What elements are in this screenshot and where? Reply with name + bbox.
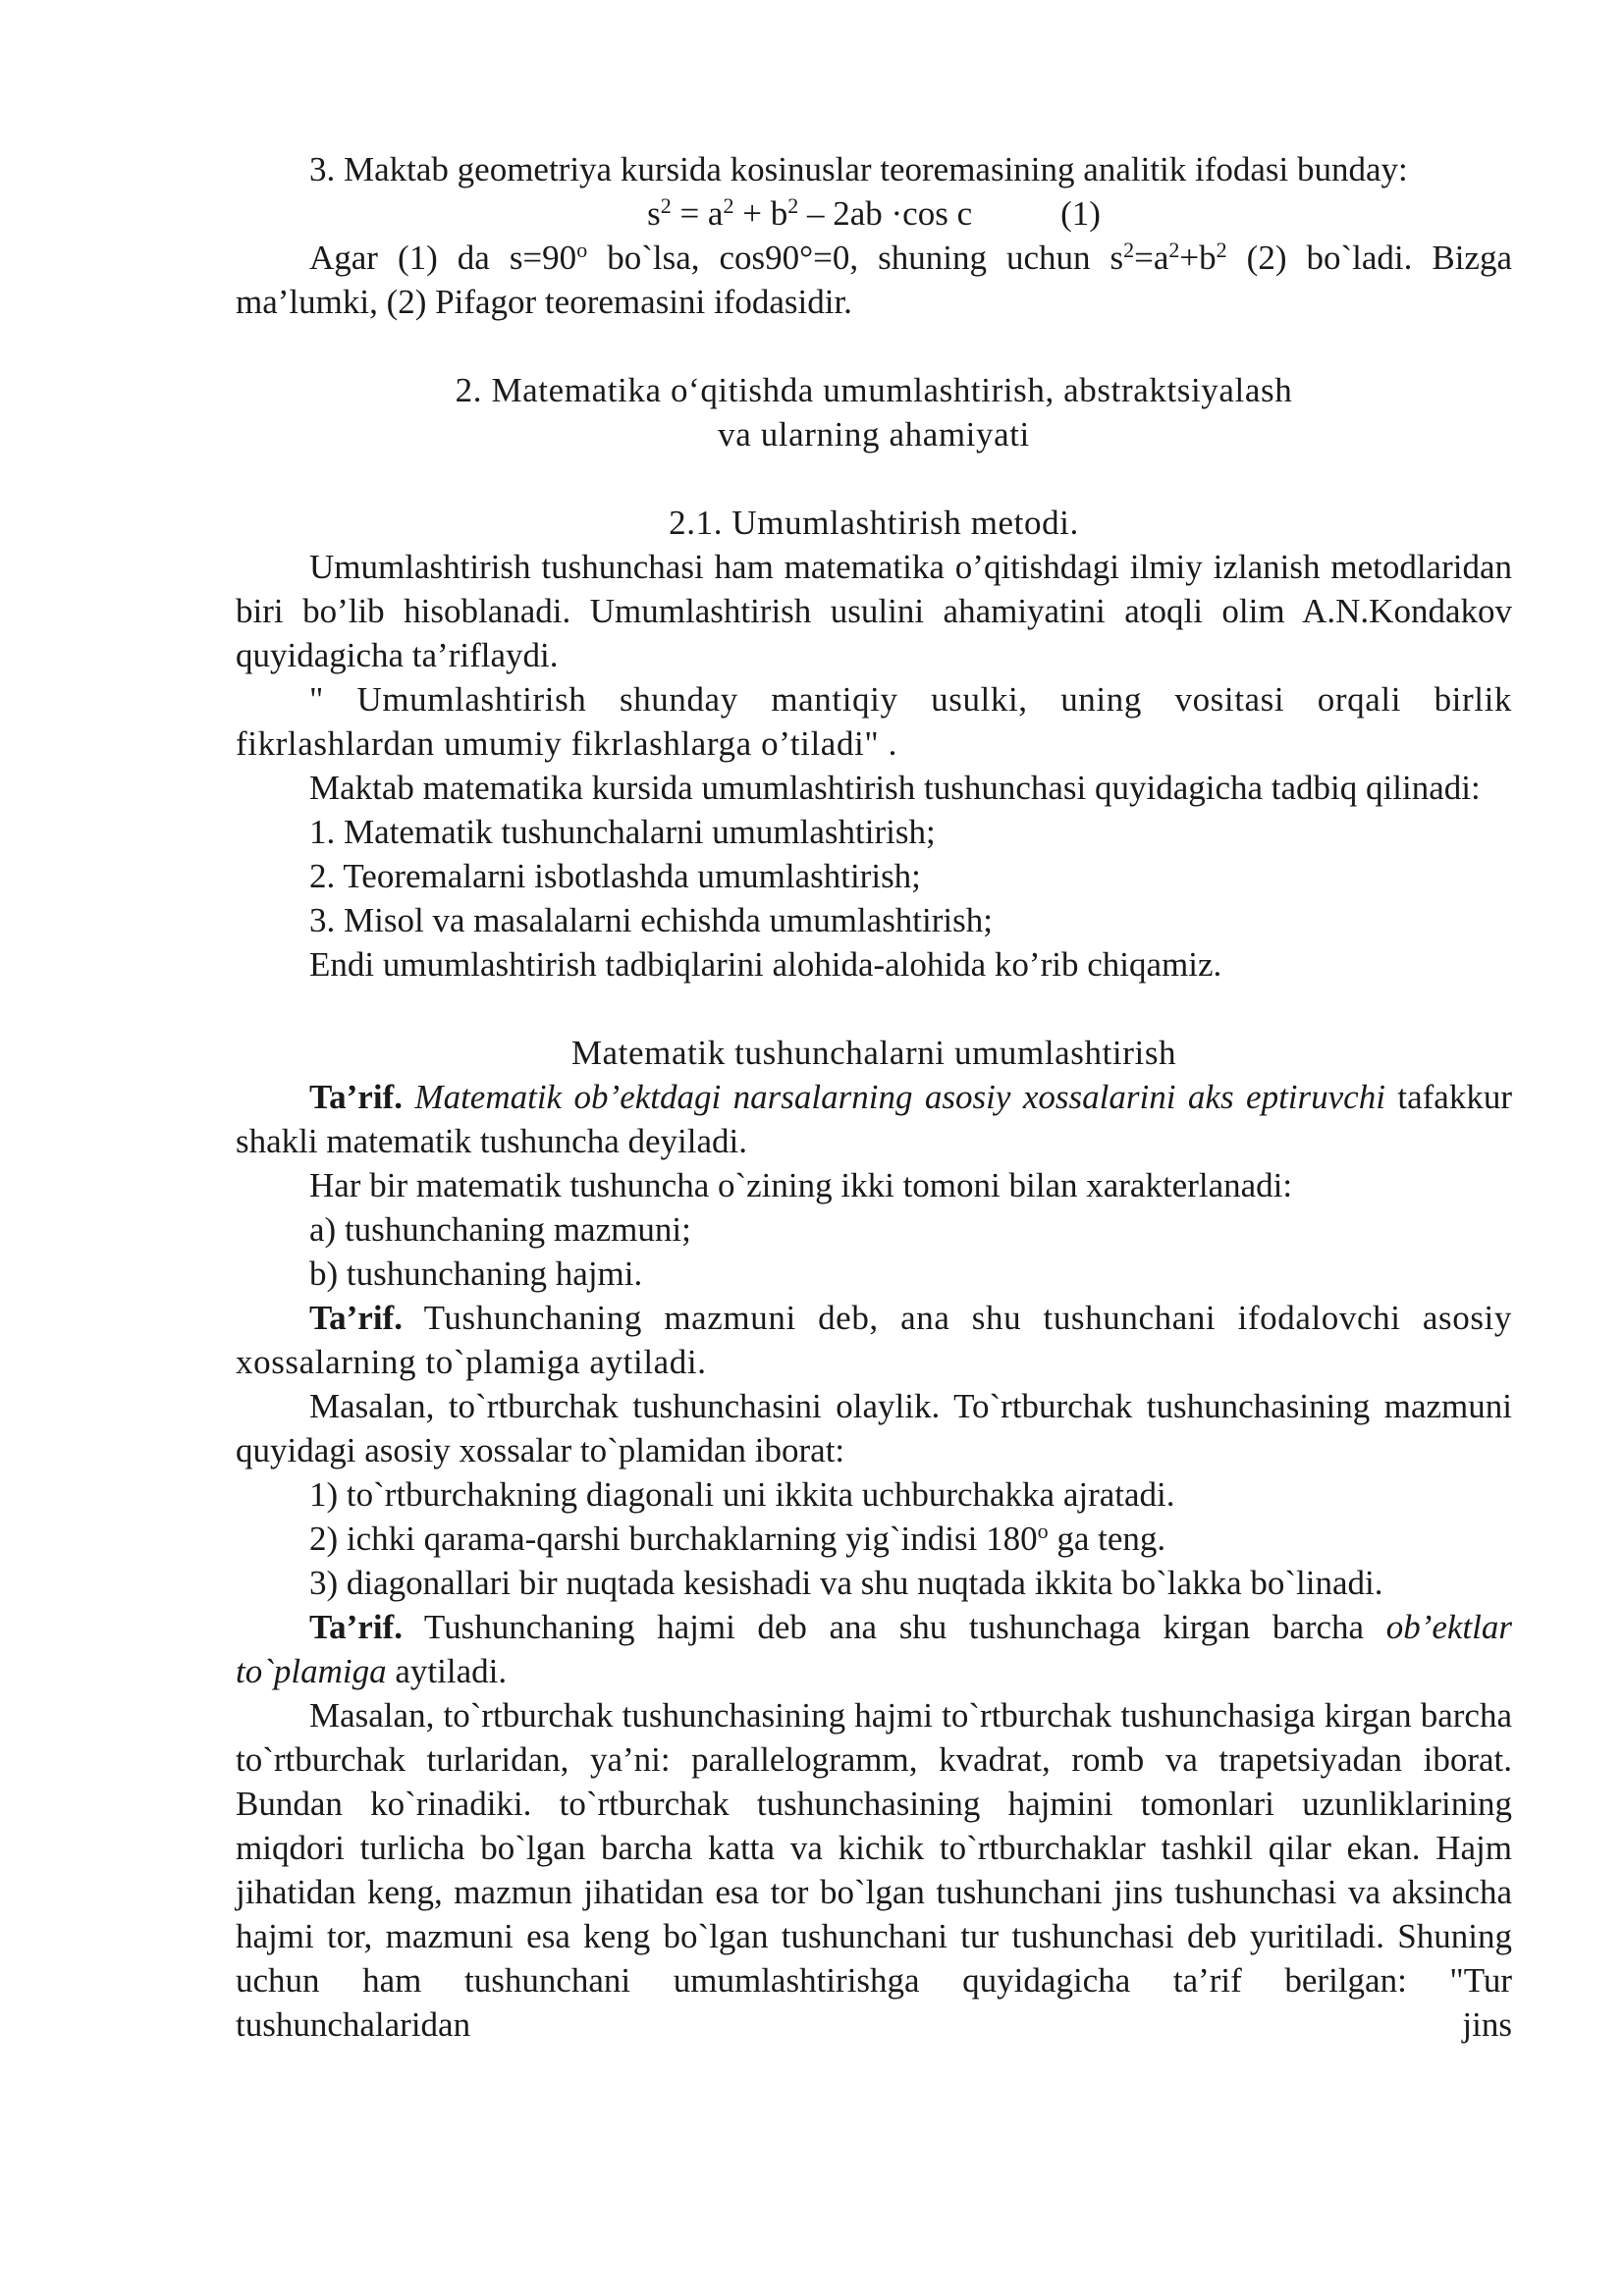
spacer [236,456,1512,501]
list-item: a) tushunchaning mazmuni; [309,1210,691,1249]
list-item: 3) diagonallari bir nuqtada kesishadi va shu nuqtada ikkita bo`lakka bo`linadi. [309,1564,1383,1602]
chapter-heading-line2: va ularning ahamiyati [718,415,1030,454]
intro-paragraph: 3. Maktab geometriya kursida kosinuslar teoremasining analitik ifodasi bunday: [309,150,1408,188]
closing-sentence: Endi umumlashtirish tadbiqlarini alohida-alohida ko’rib chiqamiz. [309,945,1222,984]
cosine-formula: $s^2 = a^2 + b^2 - 2ab \cdot\cos$ c (1) [236,191,1512,236]
spacer [236,987,1512,1031]
definition-content: Ta’rif. Tushunchaning mazmuni deb, ana shu tushunchani ifodalovchi asosiy xossalarning to`plamiga aytiladi. [236,1299,1512,1381]
spacer [236,324,1512,368]
list-item: 1) to`rtburchakning diagonali uni ikkita uchburchakka ajratadi. [309,1475,1175,1514]
kondakov-quote: " Umumlashtirish shunday mantiqiy usulki, uning vositasi orqali birlik fikrlashlardan umumiy fikrlashlarga o’tiladi" . [236,680,1512,763]
list-item: 1. Matematik tushunchalarni umumlashtirish; [309,813,936,851]
concepts-title: Matematik tushunchalarni umumlashtirish [570,1034,1177,1072]
definition-volume: Ta’rif. Tushunchaning hajmi deb ana shu tushunchaga kirgan barcha ob’ektlar to`plamiga aytiladi. [236,1608,1512,1690]
application-paragraph: Maktab matematika kursida umumlashtirish tushunchasi quyidagicha tadbiq qilinadi: [309,769,1481,807]
formula-number: (1) [1060,194,1101,233]
volume-example: Masalan, to`rtburchak tushunchasining hajmi to`rtburchak tushunchasiga kirgan barcha to`rtburchak turlaridan, ya’ni: parallelogramm, kvadrat, romb va trapetsiyadan iborat. Bundan ko`rinadiki. to`rtburchak tushunchasining hajmini tomonlari uzunliklarining miqdori turlicha bo`lgan barcha katta va kichik to`rtburchaklar tashkil qilar ekan. Hajm jihatidan keng, mazmun jihatidan esa tor bo`lgan tushunchani jins tushunchasi va aksincha hajmi tor, mazmuni esa keng bo`lgan tushunchani tur tushunchasi deb yuritiladi. Shuning uchun ham tushunchani umumlashtirishga quyidagicha ta’rif berilgan: "Tur tushunchalaridan jins [236,1696,1512,2044]
subsection-title: 2.1. Umumlashtirish metodi. [669,504,1079,542]
list-item: 2. Teoremalarni isbotlashda umumlashtirish; [309,857,921,895]
two-sides-paragraph: Har bir matematik tushuncha o`zining ikki tomoni bilan xarakterlanadi: [309,1166,1293,1204]
definition-concept: Ta’rif. Matematik ob’ektdagi narsalarning asosiy xossalarini aks eptiruvchi tafakkur shakli matematik tushuncha deyiladi. [236,1078,1512,1160]
list-item: b) tushunchaning hajmi. [309,1255,643,1293]
definition-label: Ta’rif. [309,1608,403,1646]
quadrilateral-example: Masalan, to`rtburchak tushunchasini olaylik. To`rtburchak tushunchasining mazmuni quyidagi asosiy xossalar to`plamidan iborat: [236,1387,1512,1469]
document-page [236,147,1512,2047]
definition-label: Ta’rif. [309,1078,403,1116]
list-item: 2) ichki qarama-qarshi burchaklarning yig`indisi 180$^o$ ga teng. [309,1519,1166,1558]
list-item: 3. Misol va masalalarni echishda umumlashtirish; [309,901,993,939]
chapter-heading-line1: 2. Matematika o‘qitishda umumlashtirish, abstraktsiyalash [455,371,1293,409]
generalization-paragraph: Umumlashtirish tushunchasi ham matematika o’qitishdagi ilmiy izlanish metodlaridan biri bo’lib hisoblanadi. Umumlashtirish usulini ahamiyatini atoqli olim A.N.Kondakov quyidagicha ta’riflaydi. [236,548,1512,674]
definition-label: Ta’rif. [309,1299,403,1337]
pythagoras-paragraph: Agar (1) da $s=90^o$ bo`lsa, cos90°=0, shuning uchun $s^2=a^2+b^2$ (2) bo`ladi. Bizga ma’lumki, (2) Pifagor teoremasini ifodasidir. [236,238,1512,321]
